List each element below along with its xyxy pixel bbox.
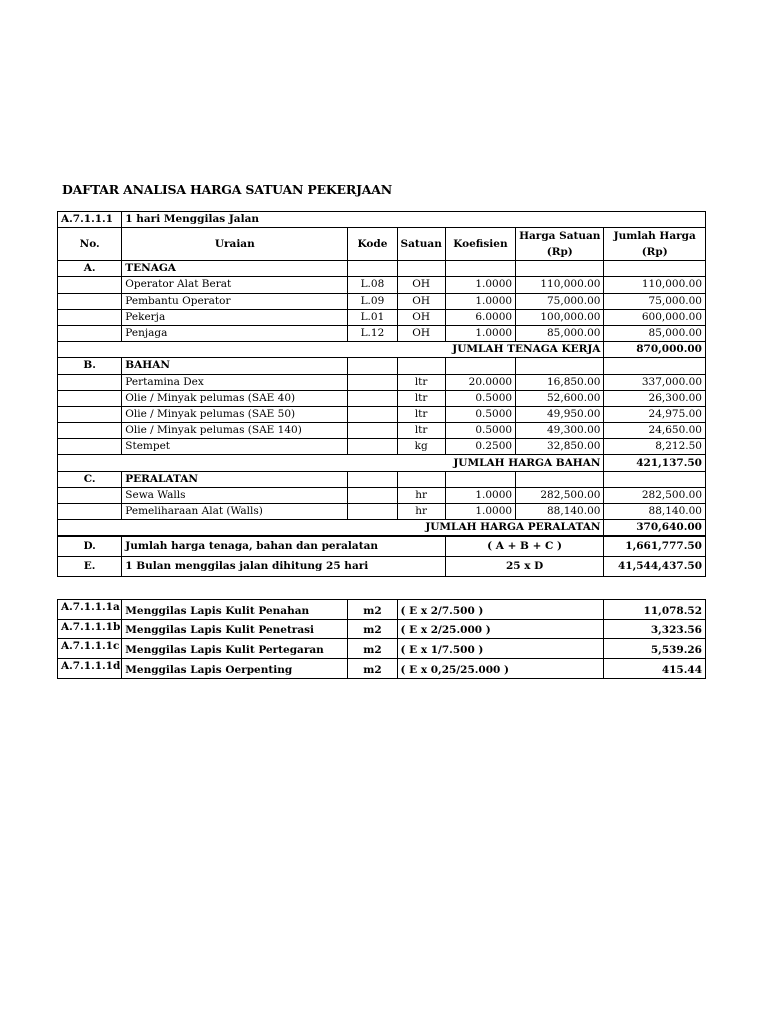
summary-label: Jumlah harga tenaga, bahan dan peralatan (122, 536, 445, 557)
table-row (58, 390, 706, 406)
item-description: 1 hari Menggilas Jalan (122, 212, 706, 228)
analysis-table (57, 211, 706, 577)
row-uraian: Olie / Minyak pelumas (SAE 40) (122, 390, 348, 406)
row-number (58, 406, 122, 422)
row-uraian: Pembantu Operator (122, 293, 348, 309)
row-number (58, 374, 122, 390)
section-label: PERALATAN (122, 471, 348, 487)
row-uraian: Penjaga (122, 325, 348, 341)
row-harga-satuan: 85,000.00 (516, 325, 604, 341)
sub-item-value: 11,078.52 (604, 600, 706, 620)
sub-item-code: A.7.1.1.1d (58, 659, 122, 679)
row-harga-satuan: 49,300.00 (516, 423, 604, 439)
row-satuan: kg (397, 439, 445, 455)
row-satuan: OH (397, 293, 445, 309)
row-kode: L.01 (348, 309, 397, 325)
summary-value: 1,661,777.50 (604, 536, 706, 557)
header-uraian: Uraian (122, 228, 348, 261)
summary-value: 41,544,437.50 (604, 557, 706, 577)
row-jumlah-harga: 600,000.00 (604, 309, 706, 325)
row-koefisien: 0.5000 (445, 390, 515, 406)
table-row (58, 423, 706, 439)
section-total-label: JUMLAH HARGA PERALATAN (58, 520, 604, 537)
empty-cell (397, 358, 445, 374)
section-total-label: JUMLAH TENAGA KERJA (58, 342, 604, 358)
sub-item-row (58, 619, 706, 639)
row-uraian: Olie / Minyak pelumas (SAE 140) (122, 423, 348, 439)
summary-label: 1 Bulan menggilas jalan dihitung 25 hari (122, 557, 445, 577)
row-satuan: hr (397, 504, 445, 520)
row-kode: L.09 (348, 293, 397, 309)
row-koefisien: 0.5000 (445, 423, 515, 439)
row-number (58, 293, 122, 309)
header-jumlah-harga-line2: (Rp) (641, 246, 668, 259)
row-uraian: Operator Alat Berat (122, 277, 348, 293)
row-satuan: ltr (397, 374, 445, 390)
sub-item-code: A.7.1.1.1c (58, 639, 122, 659)
empty-cell (516, 261, 604, 277)
empty-cell (604, 261, 706, 277)
row-koefisien: 1.0000 (445, 325, 515, 341)
row-kode (348, 406, 397, 422)
row-number (58, 504, 122, 520)
sub-item-unit: m2 (348, 600, 397, 620)
section-number: B. (58, 358, 122, 374)
header-no: No. (58, 228, 122, 261)
sub-item-row (58, 639, 706, 659)
header-jumlah-harga (604, 228, 706, 261)
row-koefisien: 1.0000 (445, 504, 515, 520)
empty-cell (445, 471, 515, 487)
sub-item-unit: m2 (348, 639, 397, 659)
row-number (58, 325, 122, 341)
sub-item-formula: ( E x 2/7.500 ) (397, 600, 604, 620)
sub-item-description: Menggilas Lapis Kulit Penetrasi (122, 619, 348, 639)
summary-formula: 25 x D (445, 557, 604, 577)
row-harga-satuan: 49,950.00 (516, 406, 604, 422)
empty-cell (516, 358, 604, 374)
item-header-row (58, 212, 706, 228)
row-number (58, 487, 122, 503)
row-harga-satuan: 110,000.00 (516, 277, 604, 293)
table-row (58, 487, 706, 503)
row-jumlah-harga: 88,140.00 (604, 504, 706, 520)
row-uraian: Pertamina Dex (122, 374, 348, 390)
section-total-value: 370,640.00 (604, 520, 706, 537)
sub-item-code: A.7.1.1.1a (58, 600, 122, 620)
section-bahan-header (58, 358, 706, 374)
section-peralatan-header (58, 471, 706, 487)
table-row (58, 277, 706, 293)
sub-item-code: A.7.1.1.1b (58, 619, 122, 639)
row-harga-satuan: 16,850.00 (516, 374, 604, 390)
header-jumlah-harga-line1: Jumlah Harga (613, 230, 696, 243)
table-row (58, 293, 706, 309)
row-koefisien: 20.0000 (445, 374, 515, 390)
summary-row-d (58, 536, 706, 557)
row-number (58, 277, 122, 293)
section-total-value: 421,137.50 (604, 455, 706, 471)
sub-item-value: 5,539.26 (604, 639, 706, 659)
row-harga-satuan: 88,140.00 (516, 504, 604, 520)
sub-item-formula: ( E x 1/7.500 ) (397, 639, 604, 659)
row-satuan: ltr (397, 406, 445, 422)
section-bahan-total (58, 455, 706, 471)
row-kode: L.12 (348, 325, 397, 341)
row-harga-satuan: 32,850.00 (516, 439, 604, 455)
table-row (58, 439, 706, 455)
empty-cell (604, 471, 706, 487)
row-kode (348, 374, 397, 390)
summary-number: E. (58, 557, 122, 577)
row-satuan: OH (397, 325, 445, 341)
row-number (58, 390, 122, 406)
row-jumlah-harga: 75,000.00 (604, 293, 706, 309)
header-harga-satuan-line2: (Rp) (546, 246, 573, 259)
empty-cell (445, 358, 515, 374)
row-satuan: OH (397, 277, 445, 293)
header-kode: Kode (348, 228, 397, 261)
row-koefisien: 1.0000 (445, 487, 515, 503)
page-title: DAFTAR ANALISA HARGA SATUAN PEKERJAAN (62, 182, 393, 197)
section-label: TENAGA (122, 261, 348, 277)
sub-item-row (58, 659, 706, 679)
section-total-value: 870,000.00 (604, 342, 706, 358)
section-label: BAHAN (122, 358, 348, 374)
sub-item-formula: ( E x 0,25/25.000 ) (397, 659, 604, 679)
row-jumlah-harga: 85,000.00 (604, 325, 706, 341)
row-kode (348, 504, 397, 520)
row-uraian: Pemeliharaan Alat (Walls) (122, 504, 348, 520)
row-harga-satuan: 100,000.00 (516, 309, 604, 325)
empty-cell (348, 261, 397, 277)
empty-cell (348, 358, 397, 374)
sub-item-unit: m2 (348, 659, 397, 679)
empty-cell (397, 261, 445, 277)
row-koefisien: 0.5000 (445, 406, 515, 422)
table-row (58, 406, 706, 422)
table-row (58, 309, 706, 325)
column-header-row (58, 228, 706, 261)
item-code: A.7.1.1.1 (58, 212, 122, 228)
sub-item-value: 415.44 (604, 659, 706, 679)
header-koefisien: Koefisien (445, 228, 515, 261)
row-kode: L.08 (348, 277, 397, 293)
sub-item-description: Menggilas Lapis Kulit Pertegaran (122, 639, 348, 659)
sub-item-description: Menggilas Lapis Oerpenting (122, 659, 348, 679)
row-harga-satuan: 282,500.00 (516, 487, 604, 503)
section-number: C. (58, 471, 122, 487)
section-total-label: JUMLAH HARGA BAHAN (58, 455, 604, 471)
row-koefisien: 0.2500 (445, 439, 515, 455)
row-satuan: ltr (397, 390, 445, 406)
empty-cell (445, 261, 515, 277)
table-row (58, 504, 706, 520)
summary-row-e (58, 557, 706, 577)
table-row (58, 325, 706, 341)
row-number (58, 439, 122, 455)
row-jumlah-harga: 110,000.00 (604, 277, 706, 293)
row-harga-satuan: 52,600.00 (516, 390, 604, 406)
header-harga-satuan-line1: Harga Satuan (519, 230, 601, 243)
row-number (58, 423, 122, 439)
row-kode (348, 390, 397, 406)
sub-item-row (58, 600, 706, 620)
row-kode (348, 439, 397, 455)
row-koefisien: 6.0000 (445, 309, 515, 325)
row-satuan: OH (397, 309, 445, 325)
row-uraian: Olie / Minyak pelumas (SAE 50) (122, 406, 348, 422)
table-row (58, 374, 706, 390)
empty-cell (397, 471, 445, 487)
section-tenaga-total (58, 342, 706, 358)
row-jumlah-harga: 24,650.00 (604, 423, 706, 439)
row-uraian: Pekerja (122, 309, 348, 325)
empty-cell (604, 358, 706, 374)
section-tenaga-header (58, 261, 706, 277)
section-peralatan-total (58, 520, 706, 537)
sub-item-formula: ( E x 2/25.000 ) (397, 619, 604, 639)
header-satuan: Satuan (397, 228, 445, 261)
empty-cell (348, 471, 397, 487)
row-jumlah-harga: 282,500.00 (604, 487, 706, 503)
sub-items-table (57, 599, 706, 679)
row-jumlah-harga: 26,300.00 (604, 390, 706, 406)
row-kode (348, 487, 397, 503)
sub-item-value: 3,323.56 (604, 619, 706, 639)
row-jumlah-harga: 337,000.00 (604, 374, 706, 390)
sub-item-unit: m2 (348, 619, 397, 639)
row-satuan: ltr (397, 423, 445, 439)
summary-formula: ( A + B + C ) (445, 536, 604, 557)
row-koefisien: 1.0000 (445, 277, 515, 293)
row-uraian: Sewa Walls (122, 487, 348, 503)
row-kode (348, 423, 397, 439)
row-uraian: Stempet (122, 439, 348, 455)
row-satuan: hr (397, 487, 445, 503)
empty-cell (516, 471, 604, 487)
row-number (58, 309, 122, 325)
row-harga-satuan: 75,000.00 (516, 293, 604, 309)
summary-number: D. (58, 536, 122, 557)
row-jumlah-harga: 24,975.00 (604, 406, 706, 422)
row-koefisien: 1.0000 (445, 293, 515, 309)
header-harga-satuan (516, 228, 604, 261)
row-jumlah-harga: 8,212.50 (604, 439, 706, 455)
section-number: A. (58, 261, 122, 277)
sub-item-description: Menggilas Lapis Kulit Penahan (122, 600, 348, 620)
